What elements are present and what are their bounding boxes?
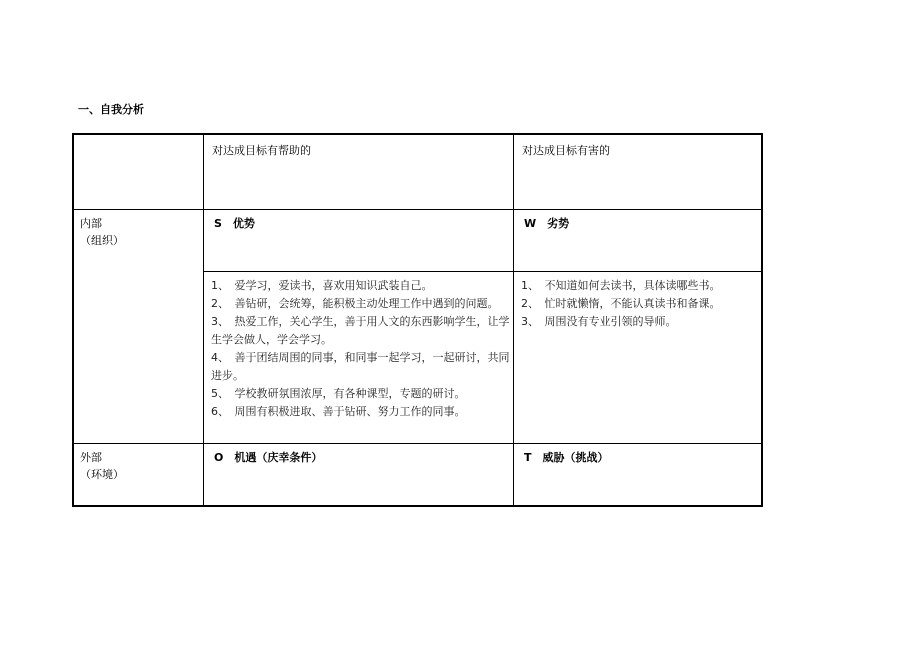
external-label [80, 449, 124, 483]
list-item: 1、 爱学习，爱读书，喜欢用知识武装自己。 [211, 279, 433, 292]
internal-label [80, 215, 124, 249]
list-item: 2、 忙时就懒惰，不能认真读书和备课。 [521, 297, 721, 310]
weaknesses-title: W 劣势 [524, 217, 570, 230]
list-item: 1、 不知道如何去读书，具体读哪些书。 [521, 279, 721, 292]
threats-title: T 威胁（挑战） [524, 451, 609, 464]
list-item: 3、 周围没有专业引领的导师。 [521, 315, 677, 328]
list-item: 6、 周围有积极进取、善于钻研、努力工作的同事。 [211, 405, 466, 418]
swot-table [72, 133, 763, 507]
list-item: 5、 学校教研氛围浓厚，有各种课型，专题的研讨。 [211, 387, 466, 400]
header-helpful: 对达成目标有帮助的 [212, 144, 311, 157]
internal-label-line2: （组织） [80, 234, 124, 247]
external-label-line1: 外部 [80, 451, 102, 464]
col-divider-2 [513, 135, 514, 505]
header-harmful: 对达成目标有害的 [522, 144, 610, 157]
strengths-list [211, 277, 511, 421]
weaknesses-list [521, 277, 757, 331]
row-divider-internal [74, 443, 761, 444]
row-divider-sw [204, 271, 761, 272]
opportunities-title: O 机遇（庆幸条件） [214, 451, 323, 464]
col-divider-1 [203, 135, 204, 505]
row-divider-header [74, 209, 761, 210]
list-item: 4、 善于团结周围的同事，和同事一起学习，一起研讨，共同进步。 [211, 351, 510, 382]
external-label-line2: （环境） [80, 468, 124, 481]
table-bottom-edge [72, 505, 203, 507]
list-item: 3、 热爱工作，关心学生，善于用人文的东西影响学生，让学生学会做人，学会学习。 [211, 315, 510, 346]
list-item: 2、 善钻研，会统筹，能积极主动处理工作中遇到的问题。 [211, 297, 499, 310]
section-title: 一、自我分析 [78, 103, 144, 116]
internal-label-line1: 内部 [80, 217, 102, 230]
strengths-title: S 优势 [214, 217, 255, 230]
